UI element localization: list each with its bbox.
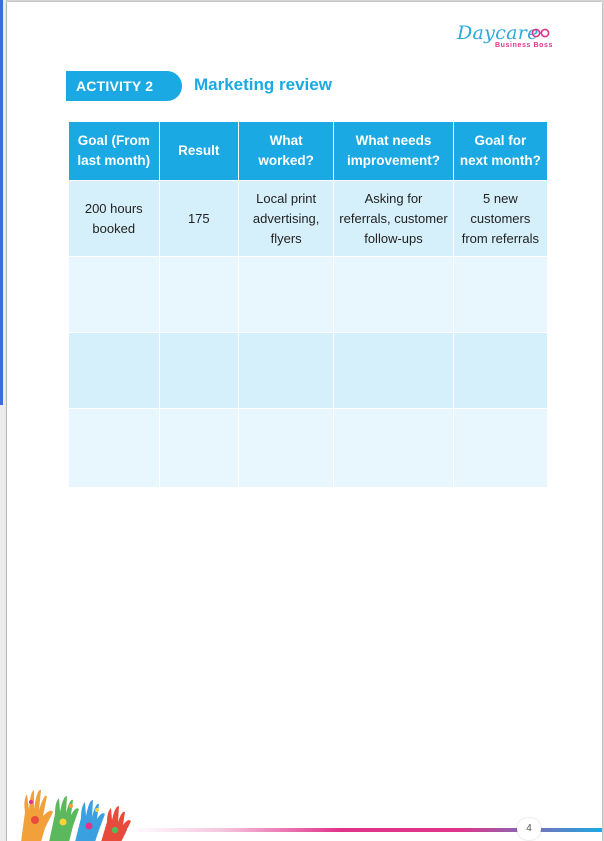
logo-eyes-icon bbox=[531, 28, 551, 38]
table-cell[interactable] bbox=[334, 181, 454, 257]
cell-text-line: referrals, customer bbox=[339, 210, 448, 226]
table-header-row bbox=[69, 122, 548, 181]
column-header-line: last month) bbox=[77, 153, 151, 168]
column-header-line: What needs bbox=[355, 133, 432, 148]
table-cell[interactable] bbox=[239, 257, 334, 333]
column-header bbox=[159, 122, 239, 181]
cell-text-line: flyers bbox=[270, 230, 302, 246]
cell-text-line: 175 bbox=[187, 210, 210, 226]
painted-hands-illustration bbox=[11, 782, 151, 841]
table-row bbox=[69, 333, 548, 409]
table-cell[interactable] bbox=[69, 409, 160, 488]
column-header-line: What bbox=[269, 133, 303, 148]
cell-text-line: from referrals bbox=[461, 230, 540, 246]
table-cell[interactable] bbox=[159, 181, 239, 257]
page-number: 4 bbox=[517, 818, 541, 840]
table-row bbox=[69, 181, 548, 257]
table-cell[interactable] bbox=[453, 333, 547, 409]
section-title: Marketing review bbox=[194, 75, 332, 94]
table-cell[interactable] bbox=[334, 409, 454, 488]
column-header bbox=[69, 122, 160, 181]
table-cell[interactable] bbox=[159, 333, 239, 409]
table-cell[interactable] bbox=[453, 257, 547, 333]
table-row bbox=[69, 257, 548, 333]
table-cell[interactable] bbox=[159, 409, 239, 488]
table-cell[interactable] bbox=[239, 409, 334, 488]
table-cell[interactable] bbox=[239, 181, 334, 257]
column-header-line: Goal for bbox=[474, 133, 527, 148]
table-cell[interactable] bbox=[334, 257, 454, 333]
logo-tagline: Business Boss bbox=[495, 42, 553, 49]
document-page bbox=[7, 2, 602, 841]
marketing-review-table bbox=[68, 121, 548, 488]
table-row bbox=[69, 409, 548, 488]
table-cell[interactable] bbox=[334, 333, 454, 409]
column-header bbox=[334, 122, 454, 181]
cell-text-line: advertising, bbox=[252, 210, 320, 226]
table-cell[interactable] bbox=[239, 333, 334, 409]
column-header-line: Result bbox=[178, 143, 220, 158]
column-header-line: worked? bbox=[258, 153, 314, 168]
table-cell[interactable] bbox=[159, 257, 239, 333]
table-cell[interactable] bbox=[453, 181, 547, 257]
cell-text-line: booked bbox=[92, 220, 136, 236]
cell-text-line: customers bbox=[470, 210, 531, 226]
cell-text-line: Local print bbox=[256, 190, 317, 206]
cell-text-line: 5 new bbox=[483, 190, 518, 206]
table-cell[interactable] bbox=[69, 257, 160, 333]
viewer-side-strip bbox=[0, 0, 7, 841]
table-cell[interactable] bbox=[453, 409, 547, 488]
cell-text-line: follow-ups bbox=[364, 230, 423, 246]
column-header bbox=[239, 122, 334, 181]
brand-logo bbox=[457, 22, 552, 56]
table-cell[interactable] bbox=[69, 333, 160, 409]
logo-wordmark: Daycare bbox=[457, 22, 539, 44]
cell-text-line: 200 hours bbox=[84, 200, 143, 216]
cell-text-line: Asking for bbox=[364, 190, 423, 206]
column-header-line: Goal (From bbox=[77, 133, 150, 148]
column-header-line: next month? bbox=[459, 153, 541, 168]
column-header bbox=[453, 122, 547, 181]
column-header-line: improvement? bbox=[346, 153, 440, 168]
activity-tag: ACTIVITY 2 bbox=[66, 71, 182, 101]
table-cell[interactable] bbox=[69, 181, 160, 257]
